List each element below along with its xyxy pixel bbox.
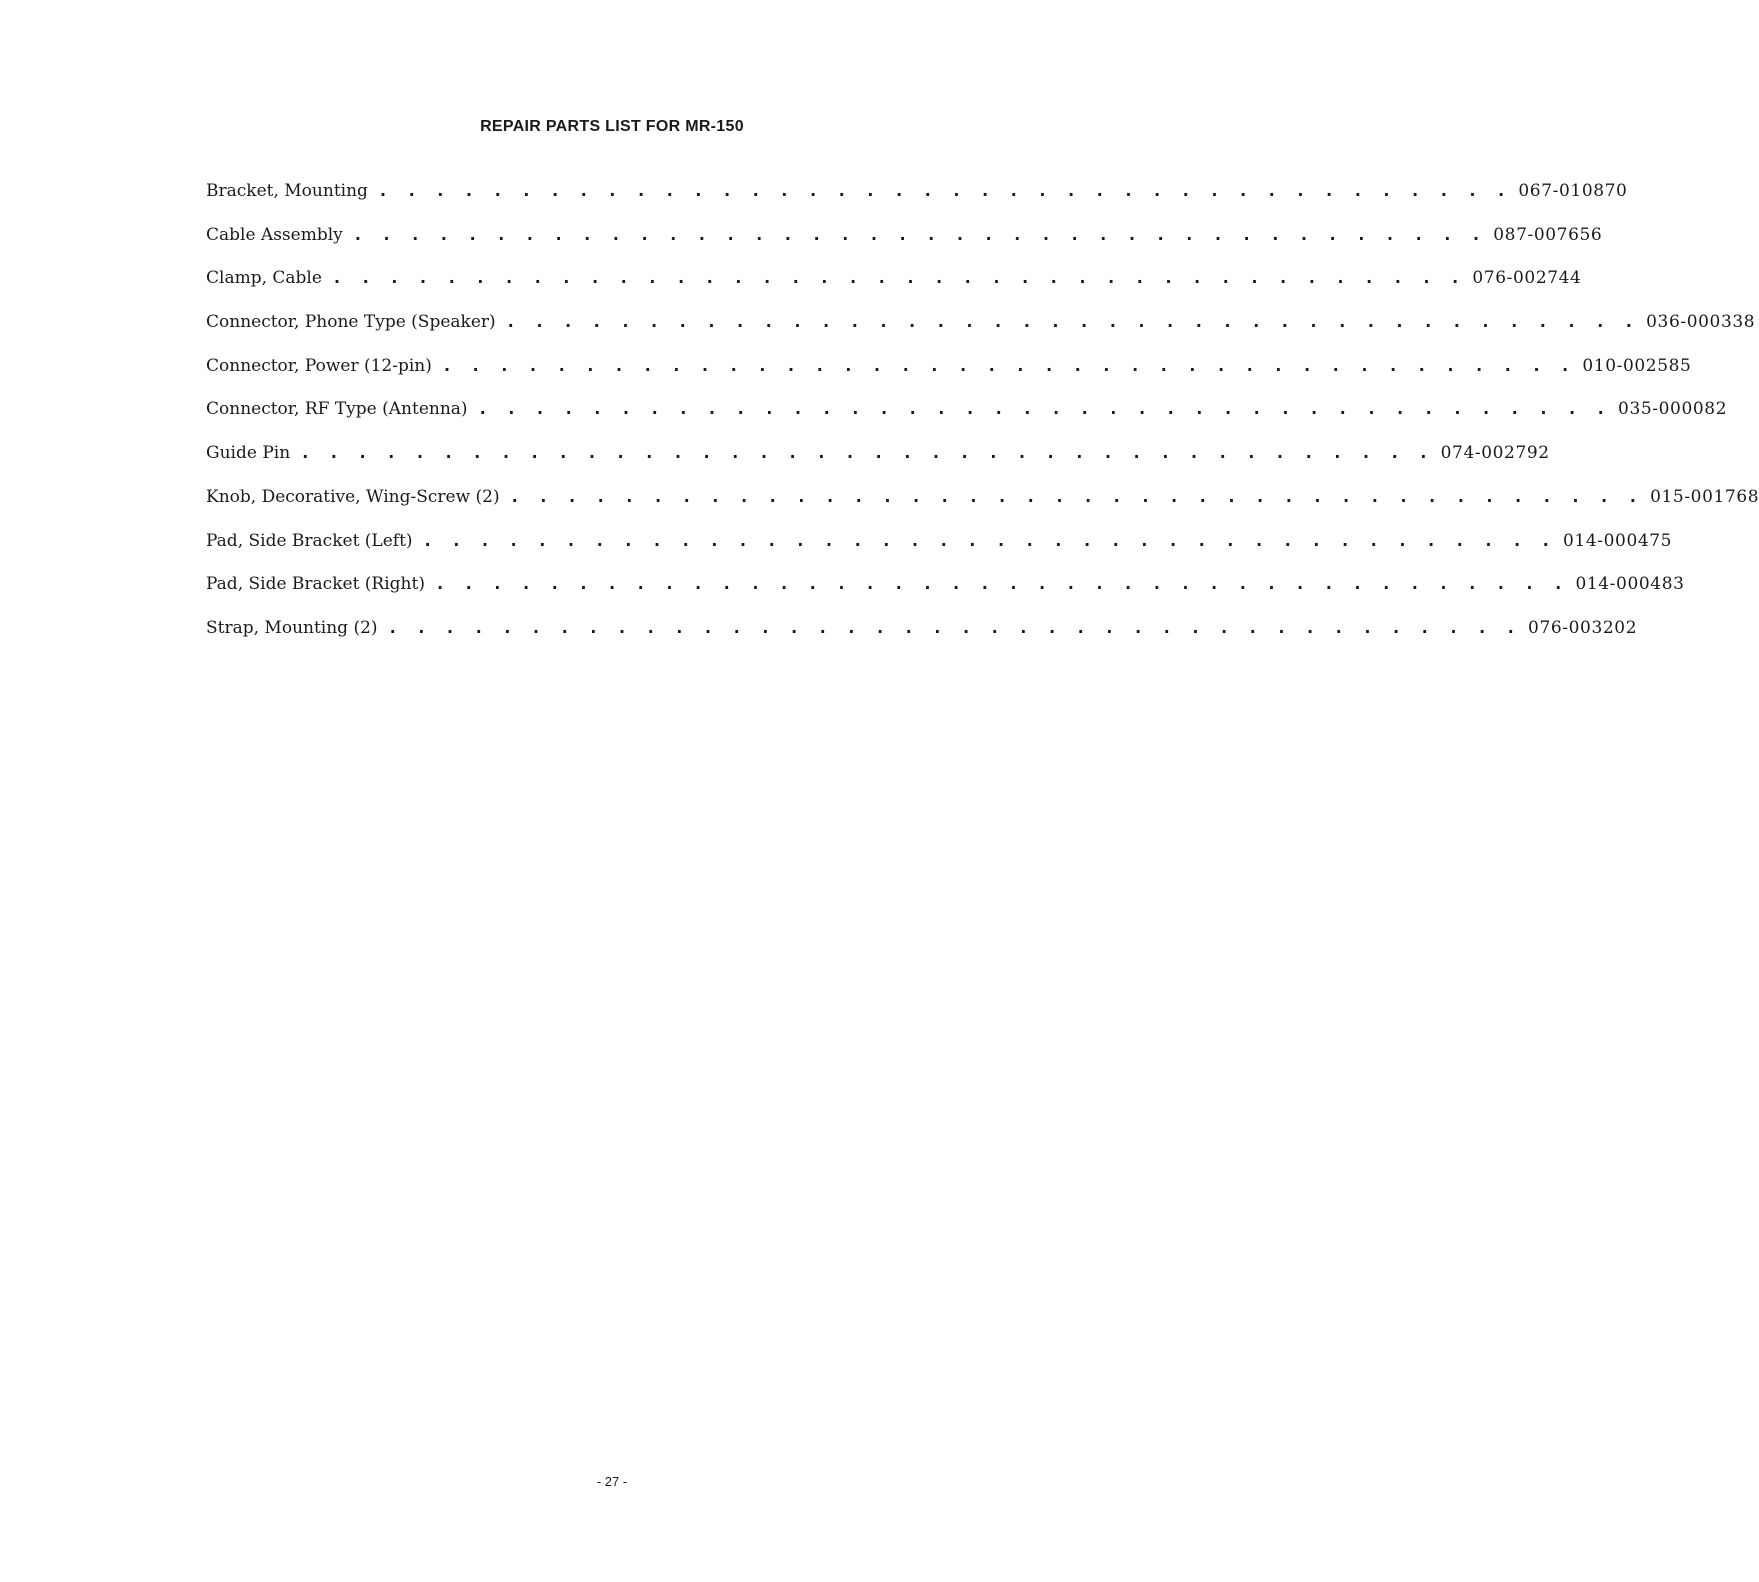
part-name: Connector, RF Type (Antenna) [206, 399, 468, 420]
page-title: REPAIR PARTS LIST FOR MR-150 [480, 118, 744, 135]
part-name: Knob, Decorative, Wing-Screw (2) [206, 486, 500, 507]
dot-leader: . . . . . . . . . . . . . . . . . . . . . . . . . . . . . . . . . . . . . . . . [377, 181, 1511, 201]
part-name: Guide Pin [206, 443, 291, 464]
part-number: 076-002744 [1472, 268, 1582, 289]
dot-leader: . . . . . . . . . . . . . . . . . . . . . . . . . . . . . . . . . . . . . . . . [505, 312, 1639, 333]
page-number: - 27 - [596, 1474, 628, 1489]
part-number: 067-010870 [1518, 181, 1628, 201]
part-number: 014-000483 [1575, 574, 1685, 595]
part-number: 087-007656 [1493, 224, 1603, 245]
part-number: 036-000338 [1646, 312, 1756, 333]
dot-leader: . . . . . . . . . . . . . . . . . . . . . . . . . . . . . . . . . . . . . . . . [331, 268, 1465, 289]
part-number: 076-003202 [1528, 617, 1638, 638]
part-number: 015-001768 [1650, 486, 1759, 507]
list-item [206, 312, 1756, 356]
dot-leader: . . . . . . . . . . . . . . . . . . . . . . . . . . . . . . . . . . . . . . . . [477, 399, 1611, 420]
list-item [206, 224, 1603, 269]
part-name: Pad, Side Bracket (Right) [206, 574, 425, 595]
dot-leader: . . . . . . . . . . . . . . . . . . . . . . . . . . . . . . . . . . . . . . . . [441, 355, 1575, 376]
list-item [206, 181, 1628, 225]
list-item [206, 399, 1728, 443]
dot-leader: . . . . . . . . . . . . . . . . . . . . . . . . . . . . . . . . . . . . . . . . [509, 486, 1643, 507]
part-name: Clamp, Cable [206, 268, 322, 289]
part-name: Strap, Mounting (2) [206, 617, 378, 638]
part-number: 014-000475 [1563, 530, 1673, 551]
part-name: Connector, Phone Type (Speaker) [206, 312, 496, 333]
dot-leader: . . . . . . . . . . . . . . . . . . . . . . . . . . . . . . . . . . . . . . . . [422, 530, 1556, 551]
part-name: Cable Assembly [206, 224, 343, 245]
dot-leader: . . . . . . . . . . . . . . . . . . . . . . . . . . . . . . . . . . . . . . . . [387, 617, 1521, 638]
dot-leader: . . . . . . . . . . . . . . . . . . . . . . . . . . . . . . . . . . . . . . . . [300, 443, 1433, 464]
list-item [206, 443, 1550, 487]
list-item [206, 486, 1759, 531]
list-item [206, 530, 1673, 575]
dot-leader: . . . . . . . . . . . . . . . . . . . . . . . . . . . . . . . . . . . . . . . . [352, 224, 1486, 245]
part-number: 010-002585 [1582, 355, 1692, 376]
part-name: Pad, Side Bracket (Left) [206, 530, 413, 551]
part-number: 074-002792 [1440, 443, 1550, 464]
part-number: 035-000082 [1618, 399, 1728, 420]
parts-list [206, 181, 1759, 662]
list-item [206, 574, 1685, 618]
part-name: Connector, Power (12-pin) [206, 355, 432, 376]
part-name: Bracket, Mounting [206, 181, 368, 201]
list-item [206, 617, 1638, 662]
list-item [206, 268, 1582, 312]
dot-leader: . . . . . . . . . . . . . . . . . . . . . . . . . . . . . . . . . . . . . . . . [434, 574, 1568, 595]
list-item [206, 355, 1692, 400]
